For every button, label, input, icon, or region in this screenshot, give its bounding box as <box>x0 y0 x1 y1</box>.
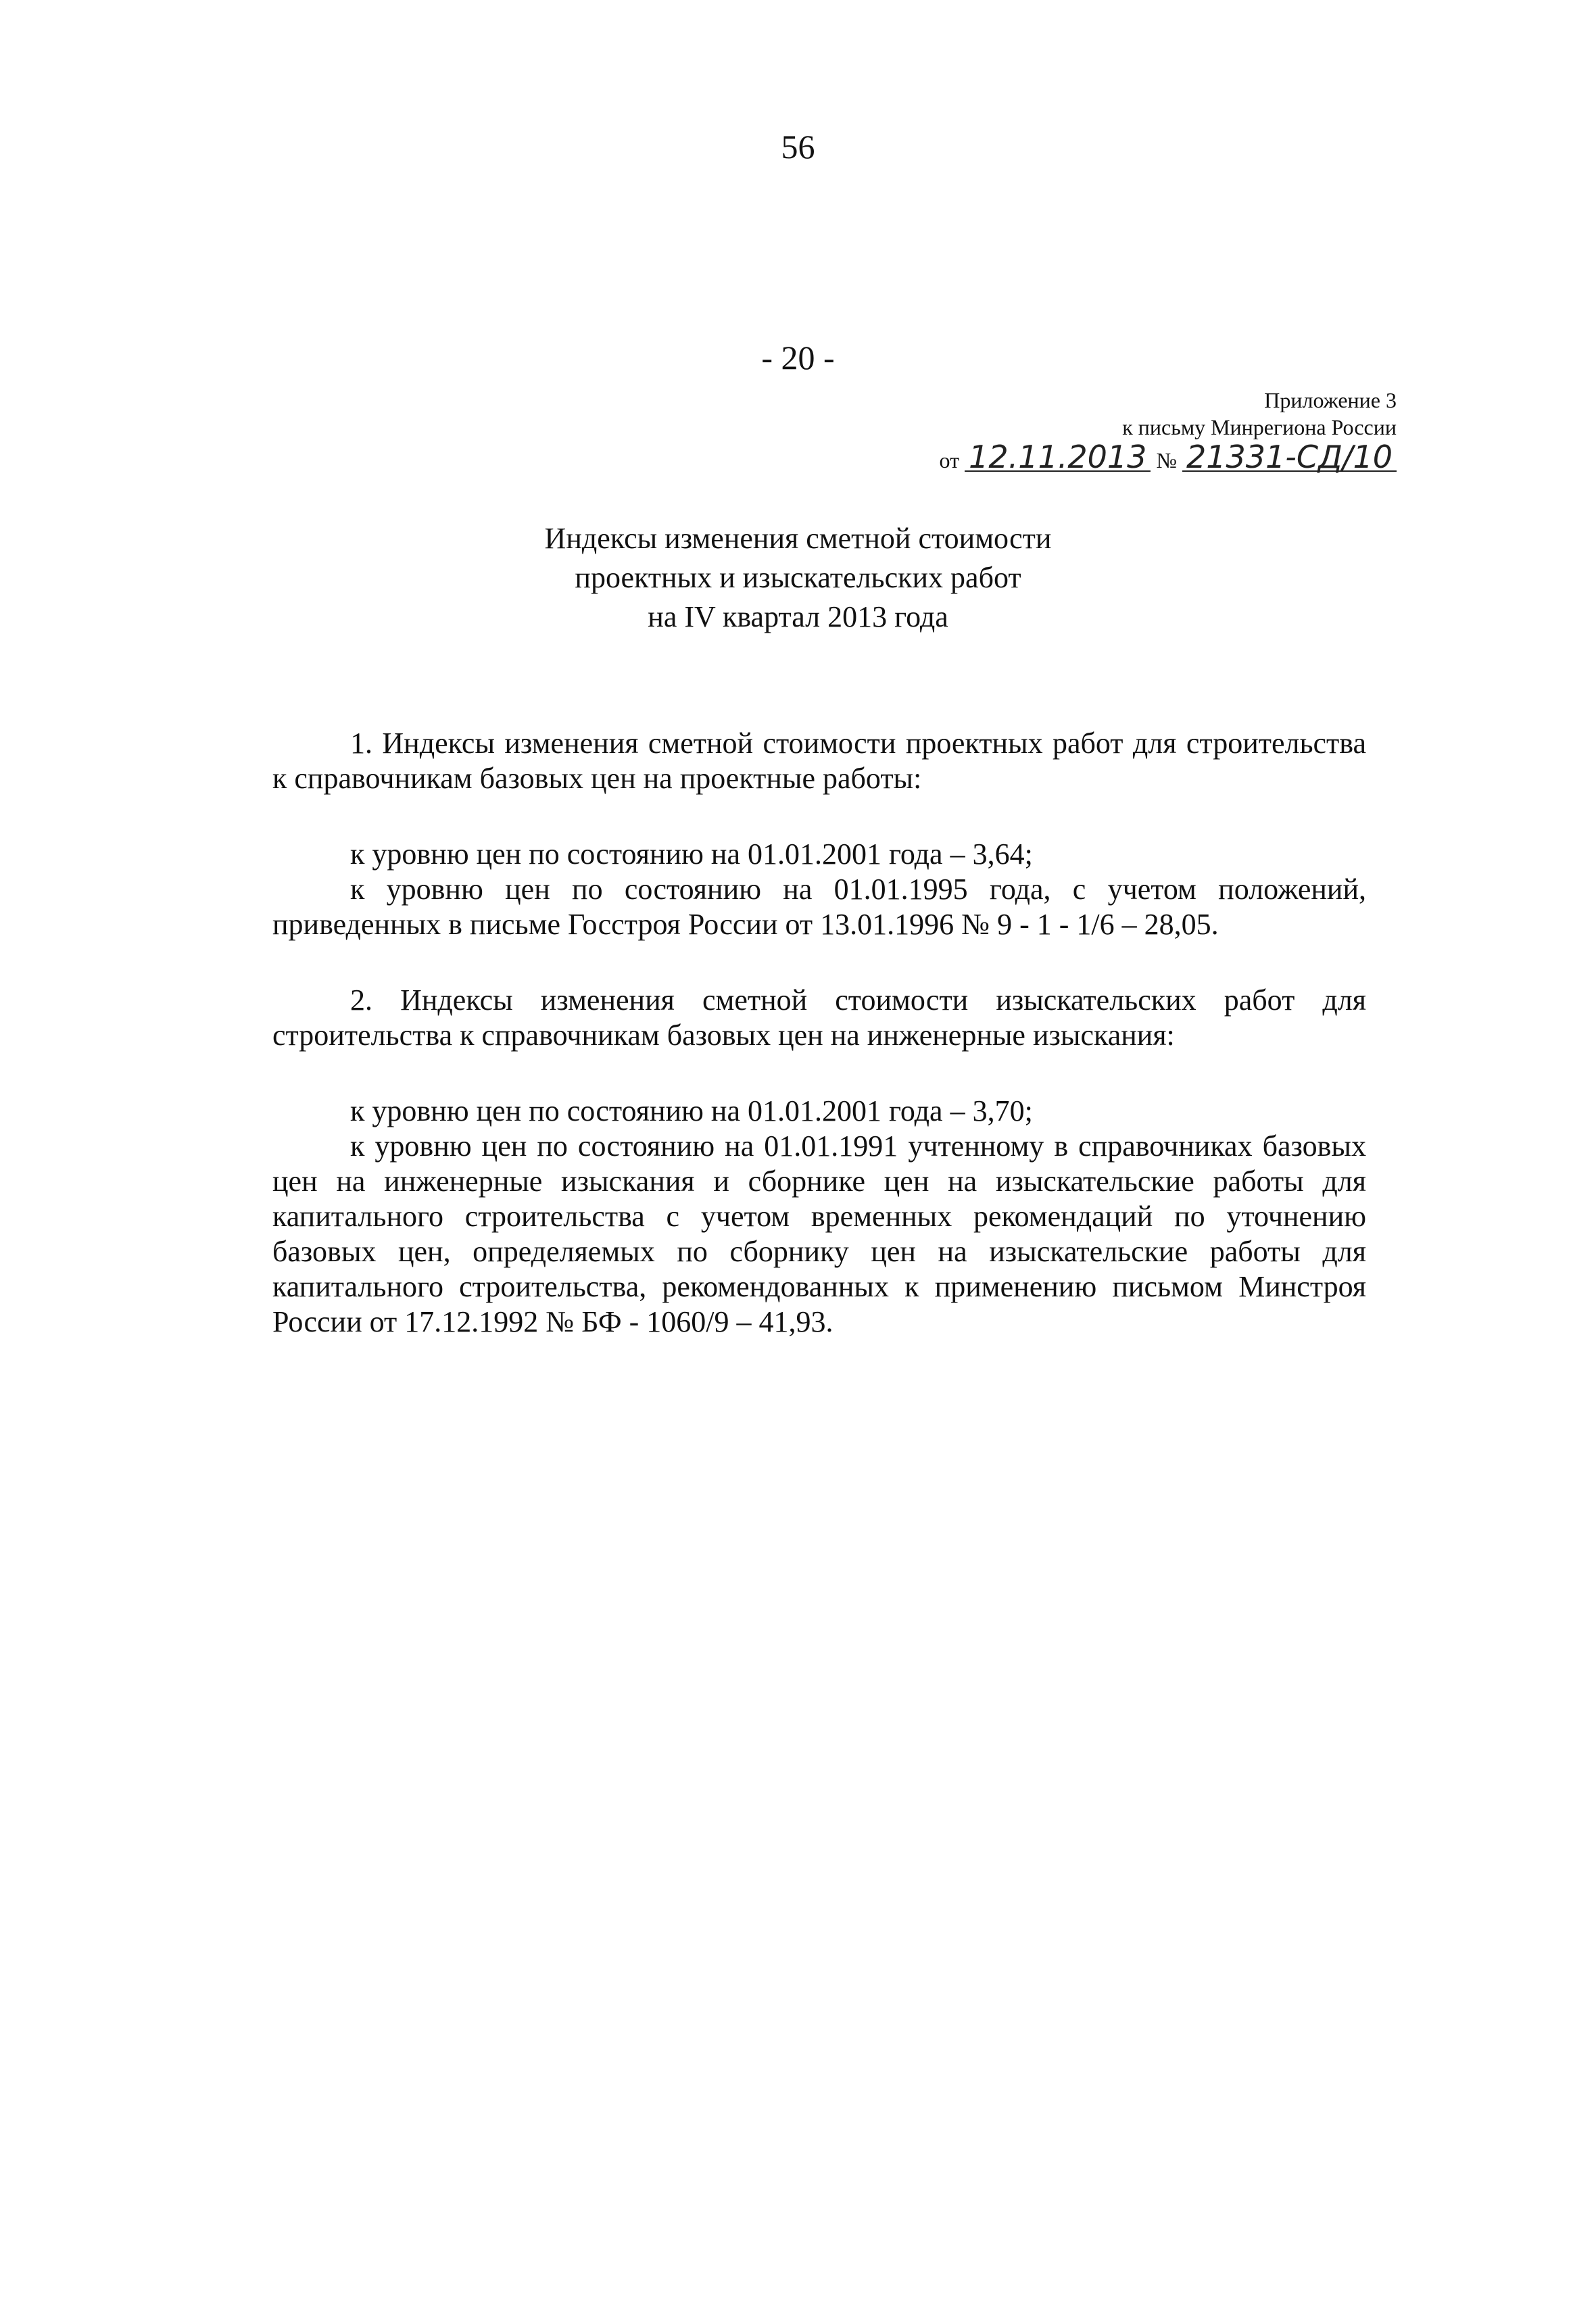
section-1-item-1: к уровню цен по состоянию на 01.01.2001 года – 3,64; <box>350 837 1033 871</box>
document-body <box>272 726 1366 1340</box>
appendix-date-number-line <box>788 439 1397 480</box>
number-prefix: № <box>1156 448 1177 472</box>
document-title <box>0 519 1596 637</box>
title-line-1: Индексы изменения сметной стоимости <box>544 522 1052 555</box>
appendix-header <box>788 387 1397 480</box>
title-line-3: на IV квартал 2013 года <box>648 600 948 633</box>
section-2-item-1: к уровню цен по состоянию на 01.01.2001 года – 3,70; <box>350 1094 1033 1127</box>
page-number-inner: - 20 - <box>761 339 835 376</box>
title-line-2: проектных и изыскательских работ <box>575 561 1021 594</box>
handwritten-number: 21331-СД/10 <box>1182 443 1397 472</box>
section-1-heading: 1. Индексы изменения сметной стоимости проектных работ для строительства к справочникам базовых цен на проектные работы: <box>272 727 1366 795</box>
section-1-item-2: к уровню цен по состоянию на 01.01.1995 года, с учетом положений, приведенных в письме Госстроя России от 13.01.1996 № 9 - 1 - 1/6 – 28,05. <box>272 873 1366 941</box>
section-2-heading: 2. Индексы изменения сметной стоимости изыскательских работ для строительства к справочникам базовых цен на инженерные изыскания: <box>272 983 1366 1052</box>
appendix-title: Приложение 3 <box>1264 388 1397 412</box>
section-2-item-2: к уровню цен по состоянию на 01.01.1991 учтенному в справочниках базовых цен на инженерные изыскания и сборнике цен на изыскательские работы для капитального строительства с учетом временных рекомендаций по уточнению базовых цен, определяемых по сборнику цен на изыскательские работы для капитального строительства, рекомендованных к применению письмом Минстроя России от 17.12.1992 № БФ - 1060/9 – 41,93. <box>272 1129 1366 1338</box>
page-number-outer: 56 <box>781 128 815 166</box>
handwritten-date: 12.11.2013 <box>965 443 1151 472</box>
appendix-letter-reference: к письму Минрегиона России <box>1122 415 1397 439</box>
from-prefix: от <box>939 448 960 472</box>
